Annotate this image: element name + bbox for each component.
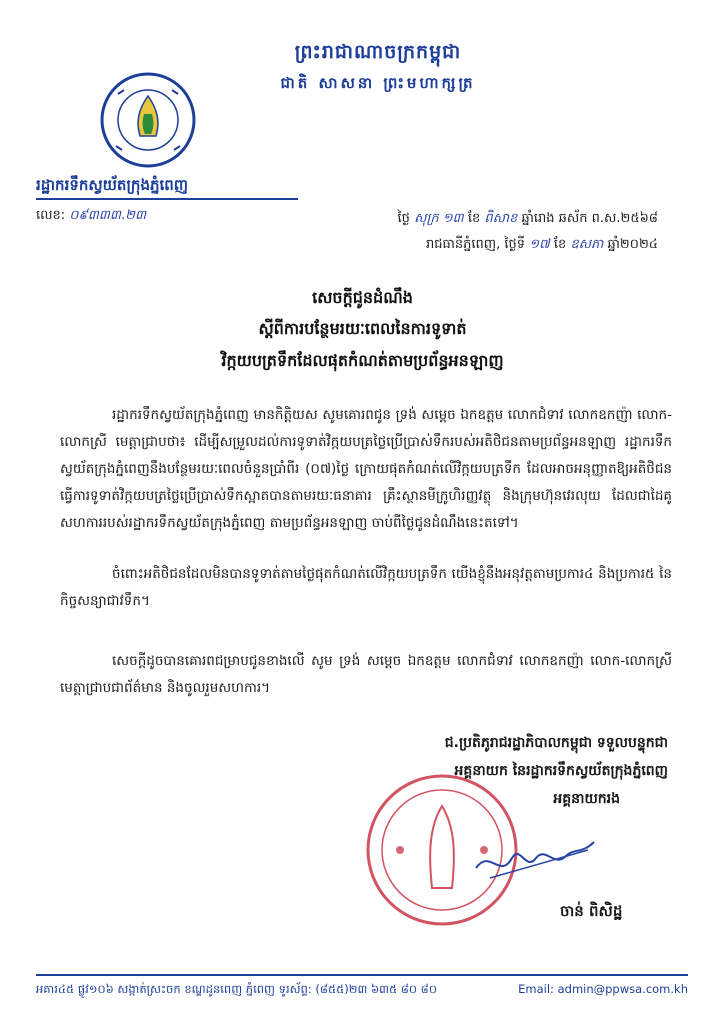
body-paragraph-3: សេចក្តីដូចបានគោរពជម្រាបជូនខាងលើ សូម ទ្រង់ សម្តេច ឯកឧត្តម លោកជំទាវ លោកឧកញ៉ា លោក-លោកស្រី មេត្តាជ្រាបជាព័ត៌មាន និងចូលរួមសហការ។ <box>60 653 672 696</box>
ppwsa-logo <box>98 70 198 170</box>
reference-value: ០៩៣៣៣.២៣ <box>69 208 147 223</box>
lunar-month: ពិសាខ <box>484 211 518 226</box>
lunar-month-label: ខែ <box>467 211 481 226</box>
footer <box>36 982 688 999</box>
footer-divider <box>36 974 688 976</box>
lunar-suffix: ឆ្នាំរោង ឆស័ក ព.ស.២៥៦៨ <box>521 211 658 226</box>
signer-name: ចាន់ ពិសិដ្ឋ <box>560 902 623 920</box>
organization-underline <box>36 198 298 200</box>
lunar-prefix: ថ្ងៃ <box>397 211 410 226</box>
notice-title: សេចក្តីជូនដំណឹង <box>312 288 413 307</box>
month-label: ខែ <box>553 237 567 252</box>
signature-title-line2: អគ្គនាយក នៃរដ្ឋាករទឹកស្វយ័តក្រុងភ្នំពេញ <box>454 763 668 779</box>
handwritten-signature <box>470 828 600 888</box>
reference-label: លេខ: <box>36 208 66 223</box>
place-prefix: រាជធានីភ្នំពេញ, ថ្ងៃទី <box>426 237 526 252</box>
lunar-date-line <box>318 210 658 229</box>
national-motto: ជាតិ សាសនា ព្រះមហាក្សត្រ <box>280 74 476 92</box>
place-date-line <box>318 236 658 255</box>
notice-subject-line1: ស្តីពីការបន្ថែមរយៈពេលនៃការទូទាត់ <box>258 319 467 338</box>
organization-name: រដ្ឋាករទឹកស្វយ័តក្រុងភ្នំពេញ <box>36 176 189 194</box>
signature-title-line3: អគ្គនាយករង <box>553 791 620 807</box>
day-number: ១៧ <box>529 237 550 252</box>
body-paragraph-2: ចំពោះអតិថិជនដែលមិនបានទូទាត់តាមថ្ងៃផុតកំណត់លើវិក្កយបត្រទឹក យើងខ្ញុំនឹងអនុវត្តតាមប្រការ៤ និងប្រការ៥ នៃកិច្ចសន្យាជាវទឹក។ <box>60 566 672 609</box>
reference-number <box>36 207 146 226</box>
kingdom-heading: ព្រះរាជាណាចក្រកម្ពុជា <box>294 41 462 63</box>
notice-subject-line2: វិក្កយបត្រទឹកដែលផុតកំណត់តាមប្រព័ន្ធអនឡាញ <box>221 351 504 370</box>
lunar-day: សុក្រ ១៣ <box>414 211 464 226</box>
footer-address: អគារ៤៥ ផ្លូវ១០៦ សង្កាត់ស្រះចក ខណ្ឌដូនពេញ ភ្នំពេញ ទូរស័ព្ទ: (៨៥៥)២៣ ៦៣៥ ៨០ ៨០ <box>36 982 437 996</box>
year-suffix: ឆ្នាំ២០២៤ <box>607 237 658 252</box>
footer-email[interactable]: Email: admin@ppwsa.com.kh <box>518 982 688 996</box>
body-paragraph-1: រដ្ឋាករទឹកស្វយ័តក្រុងភ្នំពេញ មានកិត្តិយស សូមគោរពជូន ទ្រង់ សម្តេច ឯកឧត្តម លោកជំទាវ លោកឧកញ៉ា លោក-លោកស្រី មេត្តាជ្រាបថា៖ ដើម្បីសម្រួលដល់ការទូទាត់វិក្កយបត្រថ្លៃប្រើប្រាស់ទឹករបស់អតិថិជនតាមប្រព័ន្ធអនឡាញ រដ្ឋាករទឹកស្វយ័តក្រុងភ្នំពេញនឹងបន្ថែមរយៈពេលចំនួនប្រាំពីរ (០៧)ថ្ងៃ ក្រោយផុតកំណត់លើវិក្កយបត្រទឹក ដែលអាចអនុញ្ញាតឱ្យអតិថិជនធ្វើការទូទាត់វិក្កយបត្រថ្លៃប្រើប្រាស់ទឹកស្អាតបានតាមរយៈធនាគារ គ្រឹះស្ថានមីក្រូហិរញ្ញវត្ថុ និងក្រុមហ៊ុនវេរលុយ ដែលជាដៃគូសហការរបស់រដ្ឋាករទឹកស្វយ័តក្រុងភ្នំពេញ តាមប្រព័ន្ធអនឡាញ ចាប់ពីថ្ងៃជូនដំណឹងនេះតទៅ។ <box>60 407 672 531</box>
month-name: ឧសភា <box>570 237 604 252</box>
signature-title-line1: ជ.ប្រតិភូរាជរដ្ឋាភិបាលកម្ពុជា ទទួលបន្ទុកជា <box>444 735 668 751</box>
